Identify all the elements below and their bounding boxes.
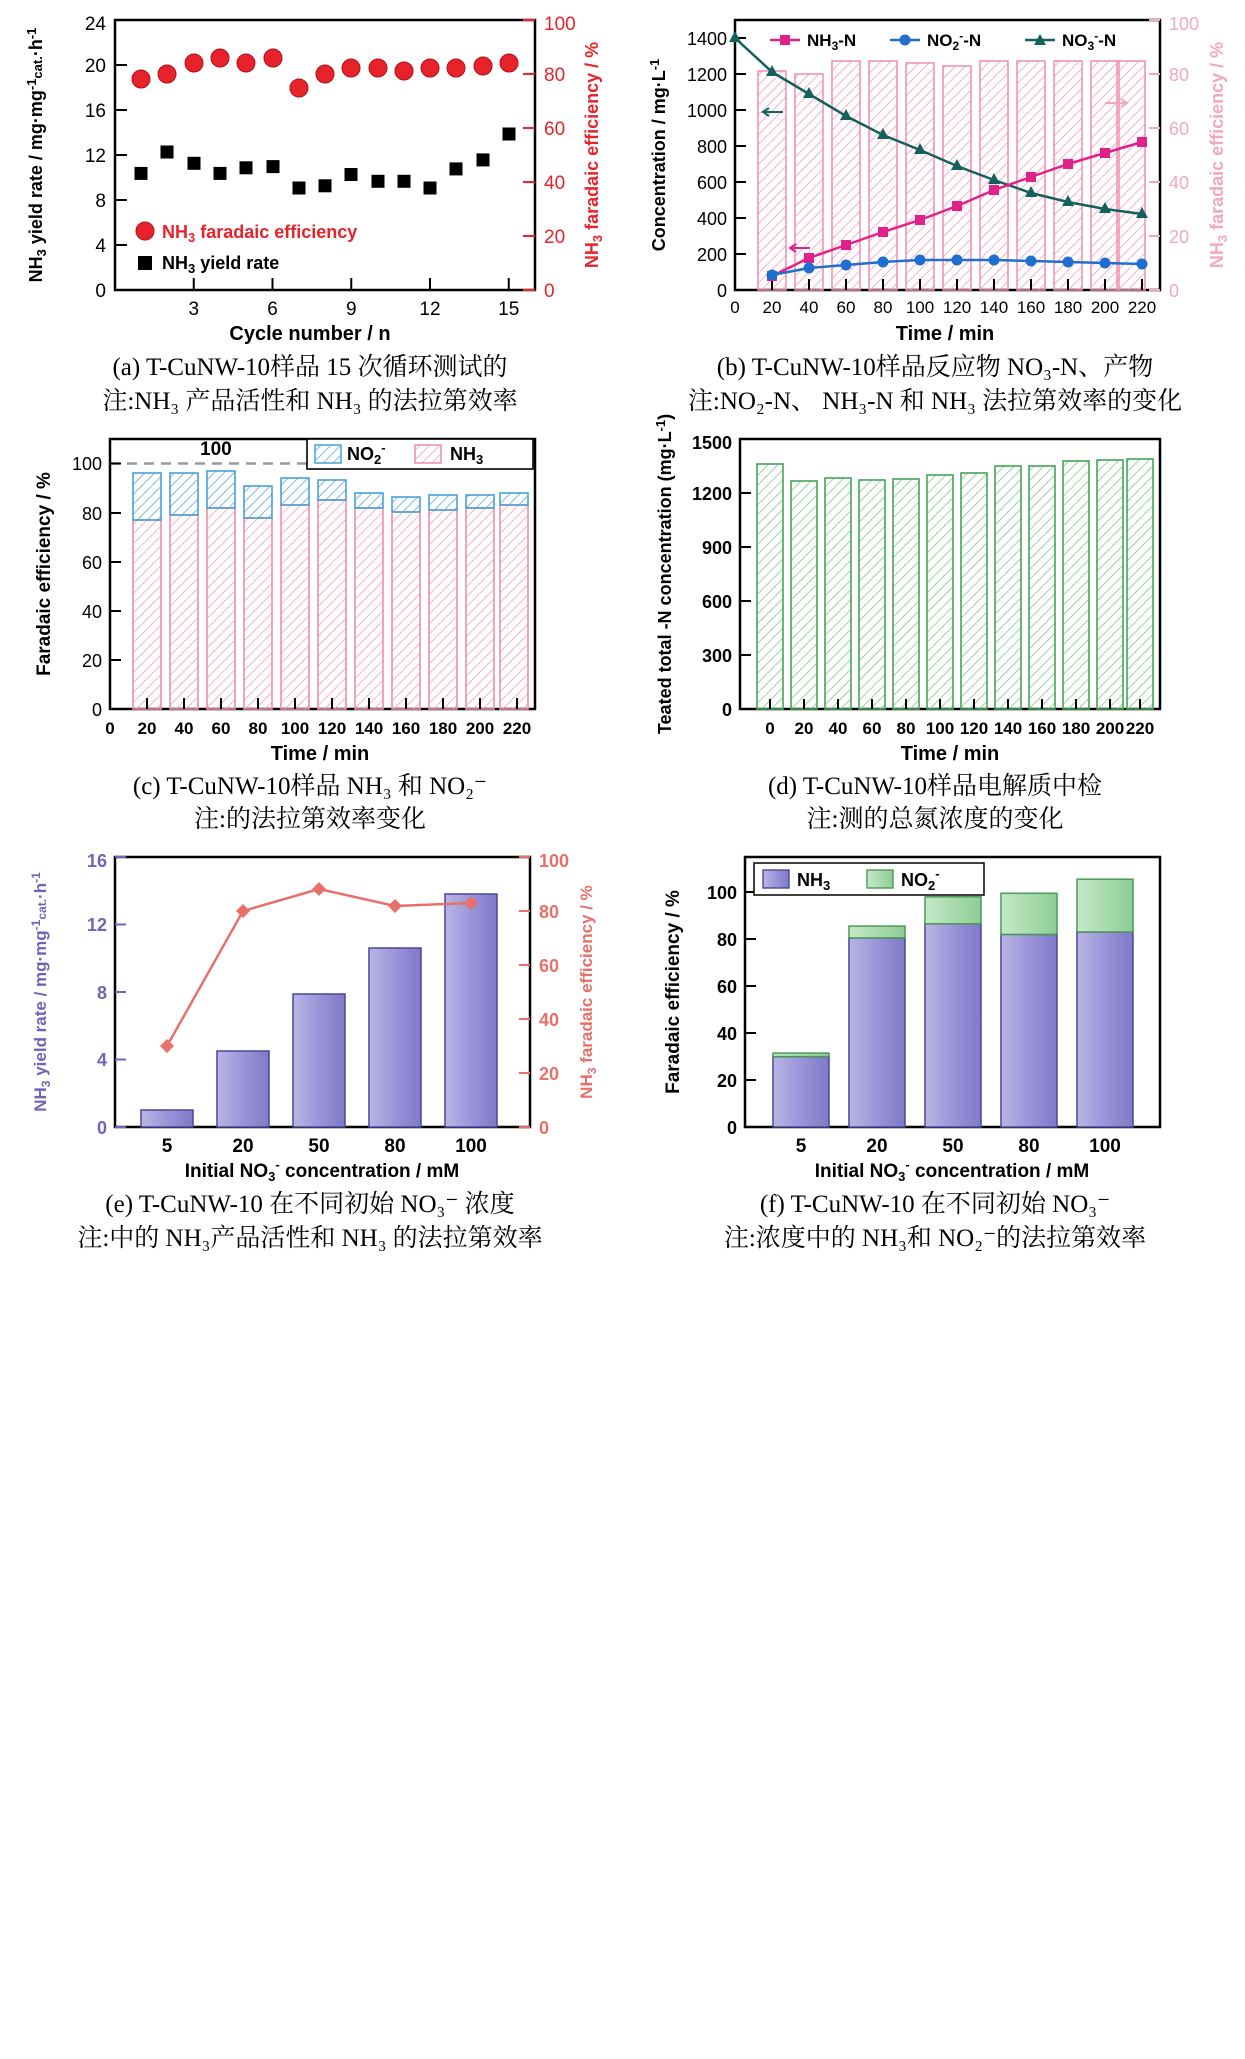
- caption-c-note: 注:的法拉第效率变化: [194, 806, 426, 834]
- svg-text:80: 80: [384, 1136, 406, 1157]
- svg-text:24: 24: [84, 14, 106, 35]
- svg-text:16: 16: [86, 851, 107, 871]
- svg-text:80: 80: [544, 65, 566, 86]
- caption-e-main: (e) T-CuNW-10 在不同初始 NO₃⁻ 浓度: [105, 1191, 515, 1218]
- axis-y-title-b: Concentration / $mg\cdot L^{-1}$: [647, 58, 669, 252]
- axis-y2-title-b: $NH_3$ faradaic efficiency / %: [1207, 41, 1230, 269]
- svg-text:100: 100: [544, 14, 576, 35]
- caption-d: [639, 770, 1231, 838]
- caption-e: [14, 1188, 606, 1256]
- axis-x-title-f: Initial $NO_3^-$ concentration / mM: [814, 1157, 1090, 1184]
- svg-text:40: 40: [544, 173, 566, 194]
- svg-text:300: 300: [701, 645, 732, 666]
- axis-x-title-a: Cycle number / n: [229, 323, 391, 345]
- legend-b: [770, 29, 1116, 53]
- svg-text:900: 900: [701, 537, 732, 558]
- svg-text:200: 200: [1095, 718, 1125, 738]
- svg-text:160: 160: [1027, 718, 1057, 738]
- svg-text:120: 120: [942, 298, 972, 317]
- svg-text:6: 6: [267, 299, 278, 320]
- caption-e-note: 注:中的 NH₃产品活性和 NH₃ 的法拉第效率: [77, 1224, 543, 1252]
- svg-text:1200: 1200: [686, 65, 727, 85]
- panel-b: [625, 0, 1245, 419]
- axis-y-title-d: Teated total -N concentration $(mg\cdot L^{-1})$: [653, 413, 675, 734]
- panel-f-plot: [635, 837, 1235, 1182]
- svg-text:200: 200: [1090, 298, 1120, 317]
- svg-text:80: 80: [539, 902, 560, 922]
- bars-e: [141, 894, 497, 1127]
- legend-c: [307, 439, 533, 469]
- svg-text:NH3: $NH_3$: [797, 870, 831, 893]
- bars-d: [757, 459, 1153, 709]
- svg-text:40: 40: [174, 718, 194, 738]
- svg-text:60: 60: [862, 718, 882, 738]
- axis-x-title-e: Initial $NO_3^-$ concentration / mM: [184, 1157, 460, 1184]
- caption-a-main: (a) T-CuNW-10样品 15 次循环测试的: [112, 354, 508, 381]
- svg-text:40: 40: [1169, 173, 1190, 193]
- svg-text:180: 180: [428, 718, 458, 738]
- svg-text:4: 4: [95, 236, 106, 257]
- panel-d: [625, 413, 1245, 838]
- chart-b: [635, 0, 1235, 345]
- svg-text:12: 12: [84, 146, 106, 167]
- svg-text:4: 4: [96, 1050, 107, 1070]
- svg-text:20: 20: [84, 56, 106, 77]
- svg-text:0: 0: [726, 1118, 737, 1138]
- svg-text:60: 60: [1169, 119, 1190, 139]
- svg-text:220: 220: [1125, 718, 1155, 738]
- svg-text:80: 80: [1169, 65, 1190, 85]
- svg-text:80: 80: [81, 503, 102, 524]
- svg-text:80: 80: [873, 298, 893, 317]
- svg-text:0: 0: [765, 718, 775, 738]
- svg-text:0: 0: [105, 718, 115, 738]
- svg-text:180: 180: [1061, 718, 1091, 738]
- svg-text:140: 140: [354, 718, 384, 738]
- svg-text:0: 0: [539, 1118, 550, 1138]
- panel-f: [625, 837, 1245, 1256]
- svg-text:120: 120: [317, 718, 347, 738]
- caption-a: [14, 351, 606, 419]
- caption-d-main: (d) T-CuNW-10样品电解质中检: [767, 772, 1103, 800]
- caption-c: [14, 770, 606, 838]
- svg-text:50: 50: [942, 1136, 964, 1157]
- svg-text:100: 100: [1169, 14, 1200, 34]
- svg-text:1500: 1500: [691, 432, 732, 453]
- svg-text:160: 160: [391, 718, 421, 738]
- svg-text:1400: 1400: [686, 29, 727, 49]
- axis-x-title-d: Time / min: [900, 742, 1000, 765]
- caption-f: [639, 1188, 1231, 1256]
- svg-text:220: 220: [502, 718, 532, 738]
- svg-text:20: 20: [539, 1064, 560, 1084]
- series-yield-a: [135, 128, 516, 195]
- axis-x-title-c: Time / min: [270, 742, 370, 765]
- svg-text:140: 140: [979, 298, 1009, 317]
- svg-text:1200: 1200: [691, 483, 732, 504]
- svg-text:16: 16: [84, 101, 106, 122]
- svg-text:12: 12: [419, 299, 441, 320]
- svg-text:120: 120: [959, 718, 989, 738]
- panel-a-plot: [10, 0, 610, 345]
- caption-b: [639, 351, 1231, 419]
- svg-text:40: 40: [539, 1010, 560, 1030]
- svg-text:100: 100: [905, 298, 935, 317]
- svg-text:3: 3: [188, 299, 200, 320]
- svg-text:8: 8: [96, 983, 107, 1003]
- svg-text:NO2-: $NO_2^-$: [347, 439, 386, 467]
- svg-text:50: 50: [308, 1136, 330, 1157]
- svg-text:NH3-N: $NH_3-N$: [807, 31, 857, 53]
- svg-text:NO2--N: $NO_2^--N$: [927, 29, 982, 53]
- axis-y-title-f: Faradaic efficiency / %: [663, 890, 684, 1094]
- legend-f: [754, 863, 984, 895]
- svg-text:NO2-: $NO_2^-$: [901, 866, 940, 893]
- svg-text:200: 200: [696, 245, 727, 265]
- svg-text:60: 60: [81, 552, 102, 573]
- svg-text:0: 0: [544, 281, 555, 302]
- chart-f: [635, 837, 1235, 1182]
- svg-text:200: 200: [465, 718, 495, 738]
- chart-d: [635, 413, 1235, 765]
- svg-text:20: 20: [794, 718, 814, 738]
- svg-text:80: 80: [716, 930, 737, 950]
- panel-c: [0, 419, 620, 838]
- svg-text:0: 0: [716, 281, 727, 301]
- svg-text:160: 160: [1016, 298, 1046, 317]
- svg-text:0: 0: [721, 699, 732, 720]
- svg-text:20: 20: [81, 650, 102, 671]
- caption-b-note: 注:NO₂-N、 NH₃-N 和 NH₃ 法拉第效率的变化: [687, 387, 1183, 415]
- bars-c: [133, 471, 528, 709]
- svg-text:400: 400: [696, 209, 727, 229]
- svg-text:1000: 1000: [686, 101, 727, 121]
- svg-text:0: 0: [91, 699, 102, 720]
- axis-y-title-e: $NH_3$ yield rate / $mg\cdot mg^{-1}_{cat.}\cdot h^{-1}$: [29, 872, 53, 1112]
- caption-b-main: (b) T-CuNW-10样品反应物 NO₃-N、产物: [716, 354, 1154, 381]
- svg-text:60: 60: [716, 977, 737, 997]
- panel-b-plot: [635, 0, 1235, 345]
- svg-text:15: 15: [498, 299, 520, 320]
- svg-text:20: 20: [866, 1136, 888, 1157]
- svg-text:NH3 yield rate: $NH_3$ yield rate: [162, 253, 280, 276]
- caption-a-note: 注:NH₃ 产品活性和 NH₃ 的法拉第效率: [102, 387, 518, 415]
- svg-text:5: 5: [795, 1136, 807, 1157]
- svg-text:5: 5: [161, 1136, 173, 1157]
- series-fe-a: [132, 49, 518, 97]
- svg-text:0: 0: [96, 1118, 107, 1138]
- svg-text:800: 800: [696, 137, 727, 157]
- svg-text:100: 100: [706, 883, 737, 903]
- svg-text:20: 20: [544, 227, 566, 248]
- panel-e-plot: [10, 837, 610, 1182]
- panel-a: [0, 0, 620, 419]
- axis-y2-title-e: $NH_3$ faradaic efficiency / %: [577, 885, 599, 1099]
- svg-text:60: 60: [539, 956, 560, 976]
- caption-c-main: (c) T-CuNW-10样品 NH₃ 和 NO₂⁻: [132, 772, 488, 800]
- svg-text:100: 100: [455, 1136, 487, 1157]
- svg-text:20: 20: [232, 1136, 254, 1157]
- chart-c: [10, 419, 610, 764]
- svg-text:100: 100: [1089, 1136, 1121, 1157]
- svg-text:8: 8: [95, 191, 106, 212]
- axis-y-title-c: Faradaic efficiency / %: [34, 471, 55, 676]
- svg-text:NH3: $NH_3$: [450, 443, 484, 467]
- axis-x-title-b: Time / min: [895, 323, 995, 345]
- svg-text:60: 60: [211, 718, 231, 738]
- panel-c-plot: [10, 419, 610, 764]
- svg-text:9: 9: [345, 299, 357, 320]
- svg-text:100: 100: [71, 453, 102, 474]
- bars-f: [773, 879, 1133, 1127]
- svg-text:40: 40: [716, 1024, 737, 1044]
- svg-text:80: 80: [248, 718, 268, 738]
- reference-line-label: 100: [200, 438, 232, 460]
- panel-d-plot: [635, 413, 1235, 765]
- svg-text:80: 80: [896, 718, 916, 738]
- svg-text:NO3--N: $NO_3^--N$: [1062, 29, 1117, 53]
- legend-a: [136, 222, 357, 276]
- svg-text:20: 20: [762, 298, 782, 317]
- svg-text:0: 0: [730, 298, 740, 317]
- svg-text:600: 600: [701, 591, 732, 612]
- chart-a: [10, 0, 610, 345]
- caption-f-main: (f) T-CuNW-10 在不同初始 NO₃⁻: [759, 1191, 1111, 1218]
- svg-text:60: 60: [836, 298, 856, 317]
- panel-e: [0, 837, 620, 1256]
- svg-text:20: 20: [1169, 227, 1190, 247]
- svg-text:40: 40: [81, 601, 102, 622]
- series-no3n-markers-b: [729, 31, 1148, 218]
- axis-y-title-a: $NH_3$ yield rate / $mg\cdot mg^{-1}_{cat.}\cdot h^{-1}$: [24, 27, 49, 283]
- svg-text:0: 0: [95, 281, 106, 302]
- caption-f-note: 注:浓度中的 NH₃和 NO₂⁻的法拉第效率: [723, 1224, 1147, 1252]
- svg-text:600: 600: [696, 173, 727, 193]
- caption-d-note: 注:测的总氮浓度的变化: [806, 806, 1064, 834]
- svg-text:0: 0: [1169, 281, 1180, 301]
- svg-text:20: 20: [716, 1071, 737, 1091]
- axis-y2-title-a: $NH_3$ faradaic efficiency / %: [582, 41, 605, 269]
- svg-text:100: 100: [280, 718, 310, 738]
- svg-text:100: 100: [925, 718, 955, 738]
- svg-text:80: 80: [1018, 1136, 1040, 1157]
- svg-text:NH3 faradaic efficiency: $NH_3$ faradaic efficiency: [162, 222, 358, 245]
- svg-text:220: 220: [1127, 298, 1157, 317]
- svg-text:20: 20: [137, 718, 157, 738]
- svg-text:60: 60: [544, 119, 566, 140]
- svg-text:12: 12: [86, 915, 107, 935]
- chart-e: [10, 837, 610, 1182]
- svg-text:40: 40: [828, 718, 848, 738]
- svg-text:180: 180: [1053, 298, 1083, 317]
- svg-text:100: 100: [539, 851, 570, 871]
- svg-text:40: 40: [799, 298, 819, 317]
- svg-text:140: 140: [993, 718, 1023, 738]
